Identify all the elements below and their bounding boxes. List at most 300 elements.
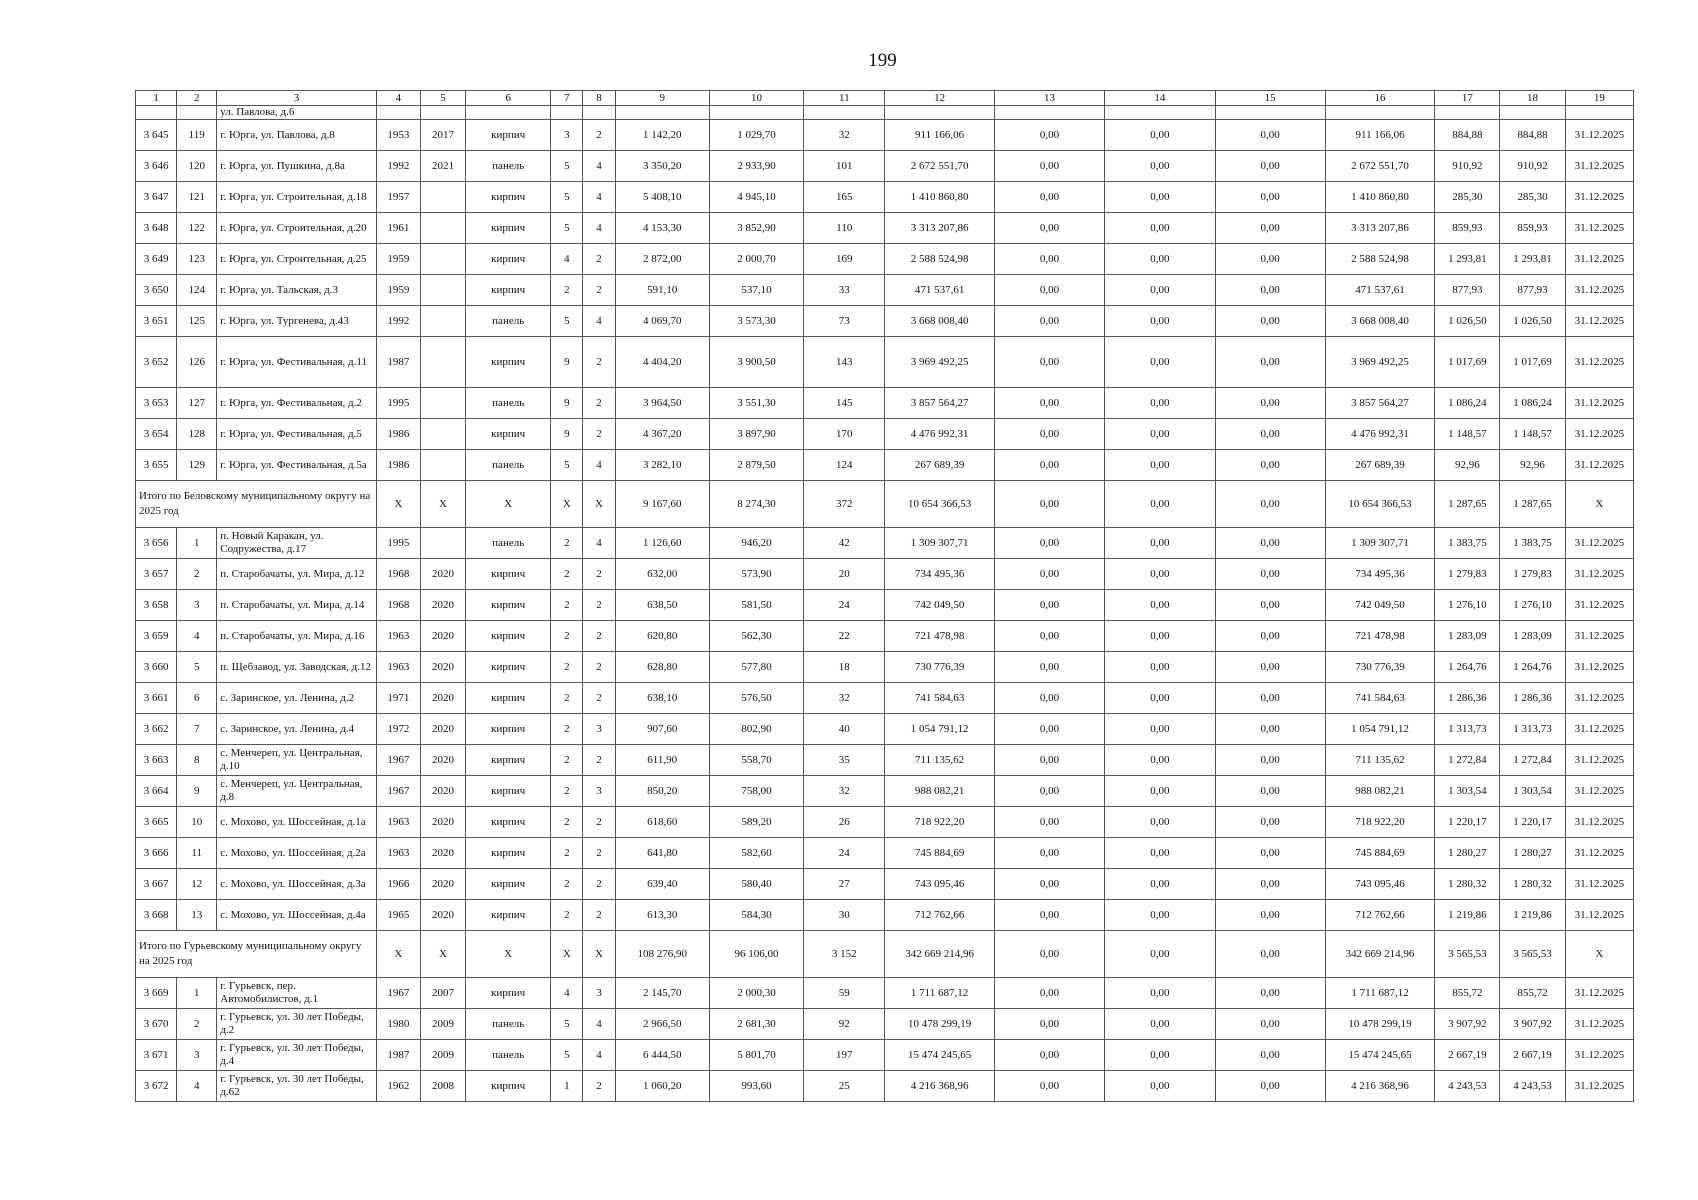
table-cell: г. Юрга, ул. Строительная, д.18	[217, 182, 377, 213]
table-cell: 628,80	[615, 652, 709, 683]
table-cell: 27	[804, 869, 885, 900]
table-cell: 0,00	[1215, 807, 1325, 838]
table-cell: 165	[804, 182, 885, 213]
table-cell: 1 276,10	[1500, 590, 1565, 621]
table-cell	[420, 388, 465, 419]
table-cell: 573,90	[709, 559, 803, 590]
table-cell: 0,00	[1105, 388, 1215, 419]
table-cell: 2	[583, 337, 615, 388]
table-cell: 3 646	[136, 151, 177, 182]
table-cell: 3 969 492,25	[885, 337, 994, 388]
table-cell: 170	[804, 419, 885, 450]
table-cell: 0,00	[1105, 978, 1215, 1009]
table-cell: 2	[551, 621, 583, 652]
table-cell: 3 661	[136, 683, 177, 714]
table-row	[136, 419, 1634, 450]
table-cell: панель	[466, 388, 551, 419]
table-cell: 877,93	[1435, 275, 1500, 306]
table-cell: 31.12.2025	[1565, 306, 1633, 337]
table-cell: 2	[551, 745, 583, 776]
table-cell: 2	[551, 559, 583, 590]
table-cell: 169	[804, 244, 885, 275]
table-row	[136, 182, 1634, 213]
table-cell: 2	[583, 621, 615, 652]
column-header: 3	[217, 91, 377, 106]
table-cell: 1 309 307,71	[1325, 528, 1434, 559]
table-cell: 946,20	[709, 528, 803, 559]
table-row	[136, 978, 1634, 1009]
table-cell: 2009	[420, 1040, 465, 1071]
table-cell: 2 966,50	[615, 1009, 709, 1040]
table-cell: кирпич	[466, 244, 551, 275]
table-cell: 0,00	[1105, 590, 1215, 621]
table-cell: 9	[551, 388, 583, 419]
table-cell: 993,60	[709, 1071, 803, 1102]
table-cell: 7	[177, 714, 217, 745]
table-cell: 24	[804, 590, 885, 621]
table-cell: 639,40	[615, 869, 709, 900]
table-row	[136, 745, 1634, 776]
table-cell: 0,00	[994, 419, 1104, 450]
table-cell: 31.12.2025	[1565, 714, 1633, 745]
table-cell: 1	[177, 528, 217, 559]
table-cell: 745 884,69	[1325, 838, 1434, 869]
table-cell: 3 653	[136, 388, 177, 419]
table-cell: 0,00	[1215, 182, 1325, 213]
table-cell: 1 060,20	[615, 1071, 709, 1102]
table-cell: 1 286,36	[1435, 683, 1500, 714]
table-cell: 0,00	[994, 1071, 1104, 1102]
table-cell: 1 126,60	[615, 528, 709, 559]
table-cell: X	[466, 481, 551, 528]
table-cell: 3 152	[804, 931, 885, 978]
table-cell: 0,00	[1215, 481, 1325, 528]
table-cell: 1980	[376, 1009, 420, 1040]
table-cell: 1 280,32	[1435, 869, 1500, 900]
table-cell: 0,00	[1105, 120, 1215, 151]
table-cell: 5	[551, 1009, 583, 1040]
table-cell: 4	[583, 450, 615, 481]
table-cell: 4 069,70	[615, 306, 709, 337]
table-cell: 1 219,86	[1500, 900, 1565, 931]
table-cell: 4 945,10	[709, 182, 803, 213]
table-cell: 0,00	[994, 1009, 1104, 1040]
table-cell: 267 689,39	[1325, 450, 1434, 481]
table-cell: 4	[551, 978, 583, 1009]
table-cell: 1963	[376, 652, 420, 683]
table-cell: 0,00	[994, 481, 1104, 528]
table-cell: 0,00	[994, 745, 1104, 776]
table-cell: 9	[177, 776, 217, 807]
table-cell: 0,00	[1215, 213, 1325, 244]
table-cell: 2	[177, 1009, 217, 1040]
table-cell: 1 026,50	[1435, 306, 1500, 337]
table-cell: 884,88	[1435, 120, 1500, 151]
table-cell: 2017	[420, 120, 465, 151]
table-cell: 1 219,86	[1435, 900, 1500, 931]
table-cell	[420, 244, 465, 275]
table-cell: 4	[583, 151, 615, 182]
table-cell: 1 383,75	[1500, 528, 1565, 559]
table-cell: 13	[177, 900, 217, 931]
table-cell: кирпич	[466, 745, 551, 776]
table-cell: 124	[804, 450, 885, 481]
table-cell: 3 662	[136, 714, 177, 745]
table-cell: п. Новый Каракан, ул. Содружества, д.17	[217, 528, 377, 559]
table-cell: с. Заринское, ул. Ленина, д.2	[217, 683, 377, 714]
table-cell: 638,50	[615, 590, 709, 621]
table-cell: 25	[804, 1071, 885, 1102]
table-cell: X	[376, 481, 420, 528]
table-cell: 4	[583, 213, 615, 244]
table-cell: кирпич	[466, 182, 551, 213]
column-header: 12	[885, 91, 994, 106]
table-cell: 1 017,69	[1500, 337, 1565, 388]
table-cell: 92,96	[1500, 450, 1565, 481]
table-row	[136, 714, 1634, 745]
table-cell: 2	[583, 590, 615, 621]
table-cell: 31.12.2025	[1565, 388, 1633, 419]
table-cell: 1959	[376, 244, 420, 275]
table-cell: панель	[466, 1040, 551, 1071]
table-cell	[551, 106, 583, 120]
table-cell: 734 495,36	[1325, 559, 1434, 590]
table-cell: 711 135,62	[885, 745, 994, 776]
table-cell: 2	[551, 900, 583, 931]
table-cell: 1987	[376, 1040, 420, 1071]
table-cell: 1992	[376, 151, 420, 182]
table-cell: 3 857 564,27	[1325, 388, 1434, 419]
table-cell: 2020	[420, 807, 465, 838]
table-cell: 0,00	[1215, 869, 1325, 900]
table-cell: 0,00	[994, 450, 1104, 481]
table-cell: 2020	[420, 838, 465, 869]
table-cell: 1 029,70	[709, 120, 803, 151]
table-cell: 2	[551, 590, 583, 621]
table-cell: 855,72	[1435, 978, 1500, 1009]
table-cell: 342 669 214,96	[885, 931, 994, 978]
table-cell: 2 588 524,98	[885, 244, 994, 275]
table-cell: 2 145,70	[615, 978, 709, 1009]
table-cell: 2 933,90	[709, 151, 803, 182]
table-cell: кирпич	[466, 419, 551, 450]
table-cell: 0,00	[1215, 1040, 1325, 1071]
table-cell: 4	[583, 1009, 615, 1040]
table-cell: 1 293,81	[1500, 244, 1565, 275]
table-cell: 10 654 366,53	[1325, 481, 1434, 528]
table-cell: 3 665	[136, 807, 177, 838]
column-header: 17	[1435, 91, 1500, 106]
table-cell: кирпич	[466, 213, 551, 244]
table-cell: г. Юрга, ул. Пушкина, д.8а	[217, 151, 377, 182]
table-cell: 31.12.2025	[1565, 590, 1633, 621]
table-cell: 2009	[420, 1009, 465, 1040]
table-cell: 712 762,66	[1325, 900, 1434, 931]
table-cell: 33	[804, 275, 885, 306]
table-cell: 0,00	[1215, 776, 1325, 807]
table-cell: 1 410 860,80	[1325, 182, 1434, 213]
table-cell: 0,00	[1215, 931, 1325, 978]
table-cell	[420, 275, 465, 306]
table-cell: 3 565,53	[1500, 931, 1565, 978]
table-cell: 8	[177, 745, 217, 776]
table-cell: 1968	[376, 559, 420, 590]
table-cell: 1 148,57	[1500, 419, 1565, 450]
table-cell: 471 537,61	[1325, 275, 1434, 306]
table-cell: 3 668 008,40	[885, 306, 994, 337]
table-cell: 1957	[376, 182, 420, 213]
table-cell: п. Старобачаты, ул. Мира, д.16	[217, 621, 377, 652]
table-cell: 537,10	[709, 275, 803, 306]
table-cell	[420, 528, 465, 559]
table-cell: 1 264,76	[1435, 652, 1500, 683]
table-cell: 3 671	[136, 1040, 177, 1071]
table-cell: 1986	[376, 450, 420, 481]
table-cell	[466, 106, 551, 120]
table-cell: 471 537,61	[885, 275, 994, 306]
subtotal-label: Итого по Беловскому муниципальному округу на 2025 год	[136, 481, 377, 528]
table-cell: 0,00	[1105, 776, 1215, 807]
table-cell: 0,00	[1215, 714, 1325, 745]
table-row	[136, 838, 1634, 869]
table-cell: 1959	[376, 275, 420, 306]
table-cell: X	[1565, 481, 1633, 528]
table-cell: 31.12.2025	[1565, 275, 1633, 306]
table-cell: 124	[177, 275, 217, 306]
table-cell: 1 711 687,12	[1325, 978, 1434, 1009]
table-cell: 0,00	[1215, 559, 1325, 590]
table-cell: 1995	[376, 388, 420, 419]
table-cell: 3 551,30	[709, 388, 803, 419]
table-cell: 911 166,06	[885, 120, 994, 151]
table-cell: 3 658	[136, 590, 177, 621]
table-cell: ул. Павлова, д.6	[217, 106, 377, 120]
table-cell: 1 264,76	[1500, 652, 1565, 683]
table-cell: 0,00	[1105, 450, 1215, 481]
table-cell: 2	[551, 275, 583, 306]
table-cell: г. Гурьевск, пер. Автомобилистов, д.1	[217, 978, 377, 1009]
table-cell: 1966	[376, 869, 420, 900]
table-cell: п. Старобачаты, ул. Мира, д.12	[217, 559, 377, 590]
table-cell: 3	[551, 120, 583, 151]
table-cell: 910,92	[1500, 151, 1565, 182]
table-cell: 1 280,32	[1500, 869, 1565, 900]
table-cell: 31.12.2025	[1565, 337, 1633, 388]
table-cell: 2020	[420, 621, 465, 652]
table-cell: 3 565,53	[1435, 931, 1500, 978]
table-cell: 0,00	[1215, 590, 1325, 621]
table-cell: 3 282,10	[615, 450, 709, 481]
table-cell: п. Старобачаты, ул. Мира, д.14	[217, 590, 377, 621]
table-cell: 3 649	[136, 244, 177, 275]
table-cell: 31.12.2025	[1565, 151, 1633, 182]
table-cell: 0,00	[994, 838, 1104, 869]
table-cell: 910,92	[1435, 151, 1500, 182]
table-cell	[885, 106, 994, 120]
table-cell: 3 897,90	[709, 419, 803, 450]
table-cell: кирпич	[466, 978, 551, 1009]
table-cell: 143	[804, 337, 885, 388]
table-cell: кирпич	[466, 776, 551, 807]
table-cell: 0,00	[994, 306, 1104, 337]
table-cell: 0,00	[994, 244, 1104, 275]
table-cell: 0,00	[1105, 714, 1215, 745]
table-cell: 718 922,20	[885, 807, 994, 838]
table-cell: 855,72	[1500, 978, 1565, 1009]
table-cell: 3 573,30	[709, 306, 803, 337]
table-cell: 1961	[376, 213, 420, 244]
table-cell: 1971	[376, 683, 420, 714]
table-cell: 802,90	[709, 714, 803, 745]
table-cell: 2007	[420, 978, 465, 1009]
table-cell: 285,30	[1435, 182, 1500, 213]
table-cell: 3 666	[136, 838, 177, 869]
table-cell: 0,00	[994, 337, 1104, 388]
table-cell: 743 095,46	[1325, 869, 1434, 900]
table-row	[136, 306, 1634, 337]
table-cell: 1 383,75	[1435, 528, 1500, 559]
table-cell: 580,40	[709, 869, 803, 900]
column-header: 8	[583, 91, 615, 106]
table-cell: г. Гурьевск, ул. 30 лет Победы, д.2	[217, 1009, 377, 1040]
table-cell: кирпич	[466, 120, 551, 151]
table-cell: кирпич	[466, 900, 551, 931]
table-cell: 0,00	[994, 869, 1104, 900]
table-cell: 31.12.2025	[1565, 559, 1633, 590]
table-cell: 31.12.2025	[1565, 1071, 1633, 1102]
table-cell: 9	[551, 337, 583, 388]
table-cell: 2020	[420, 590, 465, 621]
table-cell: г. Юрга, ул. Фестивальная, д.2	[217, 388, 377, 419]
subtotal-row	[136, 931, 1634, 978]
table-cell: 2	[583, 120, 615, 151]
table-cell: 0,00	[1105, 306, 1215, 337]
table-cell	[583, 106, 615, 120]
table-cell: 129	[177, 450, 217, 481]
table-cell	[376, 106, 420, 120]
table-row	[136, 244, 1634, 275]
table-cell: 1 220,17	[1500, 807, 1565, 838]
table-cell: 101	[804, 151, 885, 182]
table-cell: 32	[804, 120, 885, 151]
column-header: 6	[466, 91, 551, 106]
table-row	[136, 621, 1634, 652]
table-cell: 730 776,39	[1325, 652, 1434, 683]
table-cell: 745 884,69	[885, 838, 994, 869]
table-cell: 128	[177, 419, 217, 450]
table-cell: 1 283,09	[1435, 621, 1500, 652]
table-cell: 6 444,50	[615, 1040, 709, 1071]
table-cell: X	[1565, 931, 1633, 978]
table-cell: 3 650	[136, 275, 177, 306]
table-cell: 2 872,00	[615, 244, 709, 275]
table-cell: 0,00	[994, 213, 1104, 244]
table-cell: 0,00	[1215, 388, 1325, 419]
table-row	[136, 388, 1634, 419]
table-cell: 2020	[420, 559, 465, 590]
table-cell: 122	[177, 213, 217, 244]
table-cell: 3 652	[136, 337, 177, 388]
column-number-row	[136, 91, 1634, 106]
table-cell: 1 410 860,80	[885, 182, 994, 213]
column-header: 19	[1565, 91, 1633, 106]
table-cell: 3 900,50	[709, 337, 803, 388]
table-cell: 1963	[376, 838, 420, 869]
table-cell: X	[466, 931, 551, 978]
table-row	[136, 652, 1634, 683]
table-cell: 267 689,39	[885, 450, 994, 481]
table-cell: 30	[804, 900, 885, 931]
table-cell: с. Мохово, ул. Шоссейная, д.1а	[217, 807, 377, 838]
table-cell: кирпич	[466, 590, 551, 621]
table-body	[136, 106, 1634, 1102]
table-cell: 5 801,70	[709, 1040, 803, 1071]
table-cell: 0,00	[1215, 151, 1325, 182]
table-cell: 108 276,90	[615, 931, 709, 978]
table-cell: 0,00	[1105, 559, 1215, 590]
table-cell: 2 000,30	[709, 978, 803, 1009]
table-cell: 31.12.2025	[1565, 419, 1633, 450]
table-cell: 6	[177, 683, 217, 714]
table-cell: 26	[804, 807, 885, 838]
table-cell: 92,96	[1435, 450, 1500, 481]
table-cell: 31.12.2025	[1565, 807, 1633, 838]
table-cell: 721 478,98	[885, 621, 994, 652]
table-cell: 0,00	[994, 714, 1104, 745]
table-cell: 742 049,50	[885, 590, 994, 621]
table-cell: 3 857 564,27	[885, 388, 994, 419]
table-cell: 1 272,84	[1500, 745, 1565, 776]
table-cell: 577,80	[709, 652, 803, 683]
table-cell: 859,93	[1435, 213, 1500, 244]
table-cell: 1 280,27	[1500, 838, 1565, 869]
table-cell: 1 054 791,12	[885, 714, 994, 745]
table-cell: 1967	[376, 745, 420, 776]
table-cell: 2	[583, 838, 615, 869]
table-cell: 3	[177, 590, 217, 621]
table-cell: 0,00	[1105, 275, 1215, 306]
table-cell: 2008	[420, 1071, 465, 1102]
table-cell: 3 907,92	[1500, 1009, 1565, 1040]
table-cell: X	[551, 931, 583, 978]
table-row	[136, 151, 1634, 182]
table-cell: 618,60	[615, 807, 709, 838]
table-cell: 342 669 214,96	[1325, 931, 1434, 978]
table-cell: 1 279,83	[1435, 559, 1500, 590]
table-cell: 31.12.2025	[1565, 244, 1633, 275]
table-cell: 1953	[376, 120, 420, 151]
table-cell: кирпич	[466, 714, 551, 745]
table-cell: панель	[466, 306, 551, 337]
table-cell: 31.12.2025	[1565, 1040, 1633, 1071]
table-cell: 31.12.2025	[1565, 978, 1633, 1009]
table-cell: г. Гурьевск, ул. 30 лет Победы, д.4	[217, 1040, 377, 1071]
table-cell	[1435, 106, 1500, 120]
table-cell: 31.12.2025	[1565, 1009, 1633, 1040]
table-header	[136, 91, 1634, 106]
table-cell: 581,50	[709, 590, 803, 621]
table-cell: г. Юрга, ул. Строительная, д.20	[217, 213, 377, 244]
table-cell: 2 588 524,98	[1325, 244, 1434, 275]
table-cell: 2	[177, 559, 217, 590]
column-header: 10	[709, 91, 803, 106]
table-cell: 0,00	[1215, 1071, 1325, 1102]
table-cell	[420, 419, 465, 450]
table-cell: 743 095,46	[885, 869, 994, 900]
table-cell: 119	[177, 120, 217, 151]
table-cell: 611,90	[615, 745, 709, 776]
table-cell: 3 660	[136, 652, 177, 683]
